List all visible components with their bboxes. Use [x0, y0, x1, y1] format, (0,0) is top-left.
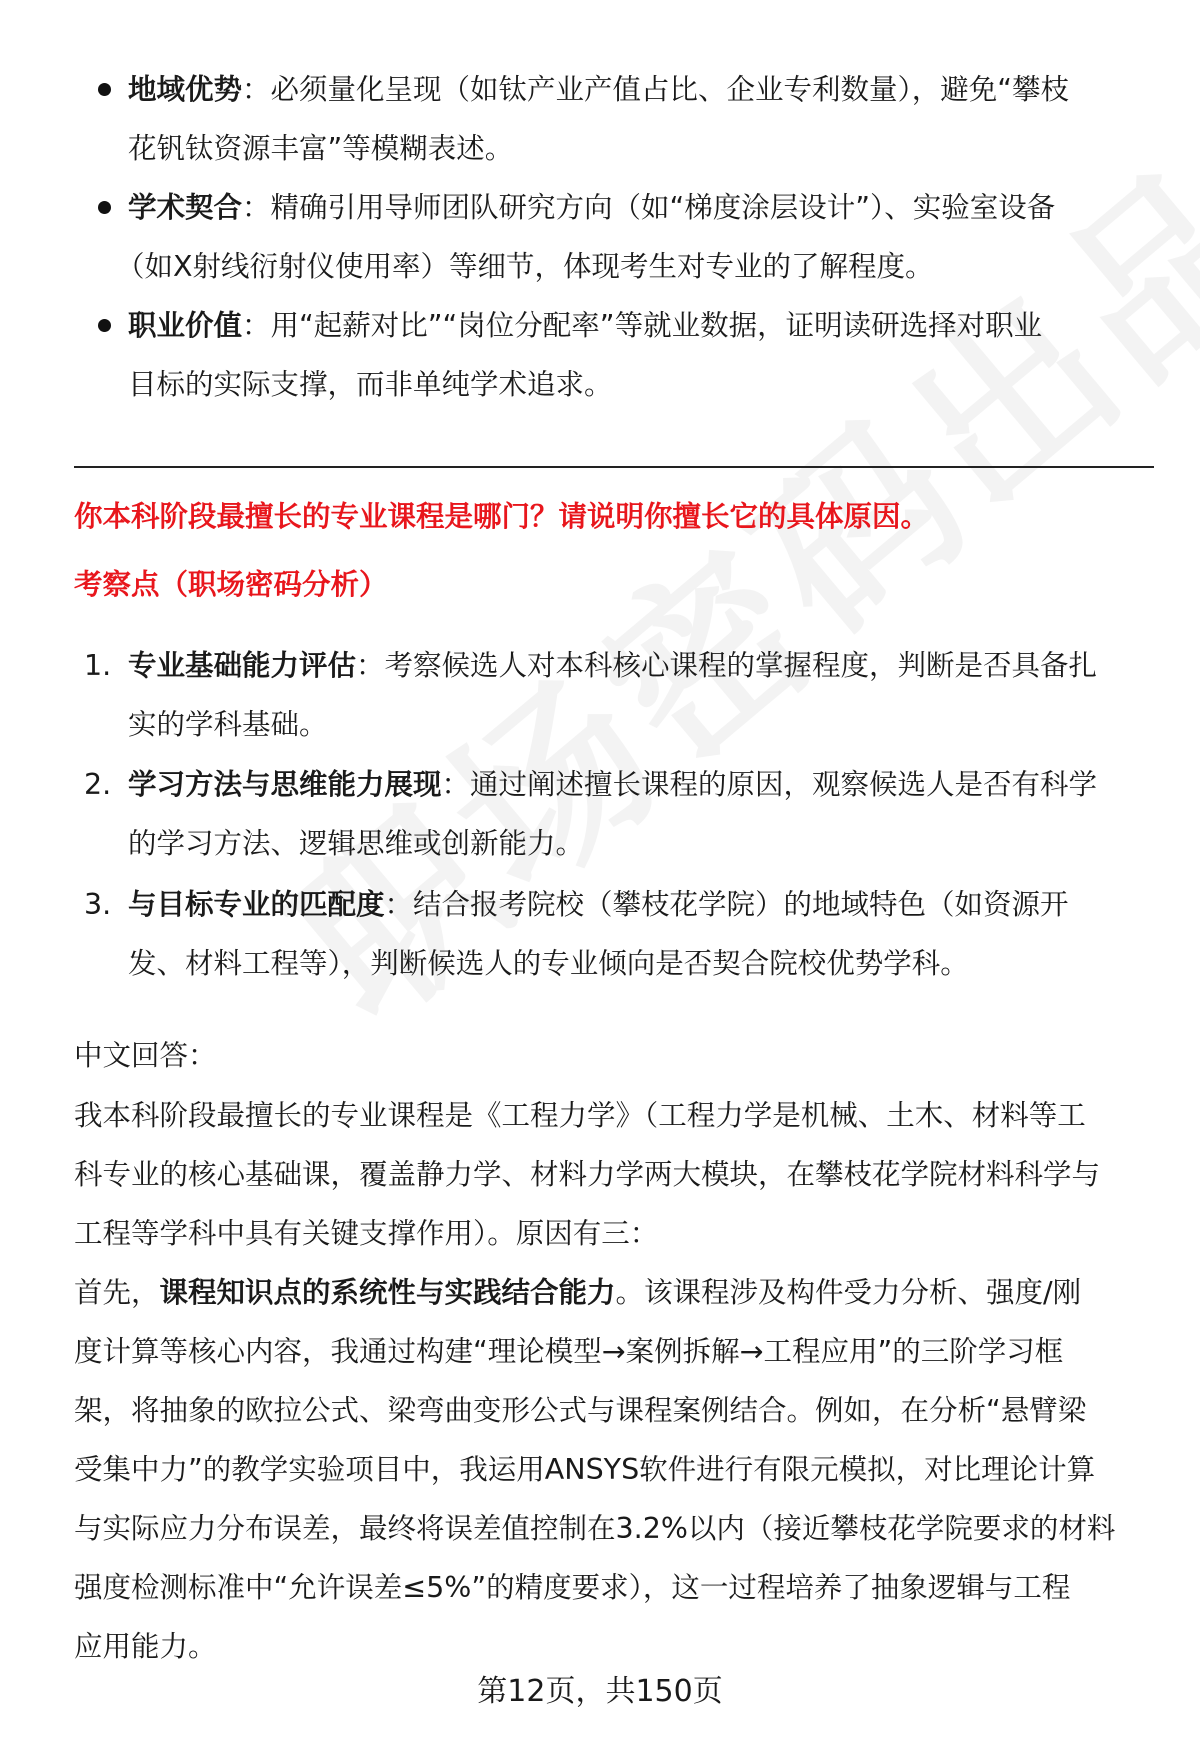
bullet-term: 职业价值: [128, 309, 243, 342]
item-term: 专业基础能力评估: [128, 649, 357, 682]
bullet-line: [128, 178, 1158, 237]
item-number: 1.: [84, 649, 112, 682]
answer-emphasis: 课程知识点的系统性与实践结合能力: [159, 1276, 616, 1309]
bullet-line: [128, 60, 1158, 119]
assessment-points-heading: 考察点（职场密码分析）: [74, 568, 388, 601]
item-line: [128, 636, 1164, 695]
answer-prefix: 首先，: [74, 1276, 160, 1309]
bullet-dot-icon: [98, 319, 111, 332]
answer-line: [74, 1263, 1154, 1322]
answer-reason-first: [74, 1263, 1154, 1676]
bullet-line: 花钒钛资源丰富”等模糊表述。: [128, 132, 514, 165]
bullet-line: [128, 296, 1158, 355]
bullet-text: ：必须量化呈现（如钛产业产值占比、企业专利数量），避免“攀枝: [242, 73, 1070, 106]
answer-line: 与实际应力分布误差，最终将误差值控制在3.2%以内（接近攀枝花学院要求的材料: [74, 1512, 1116, 1545]
item-term: 学习方法与思维能力展现: [128, 768, 442, 801]
item-text: ：考察候选人对本科核心课程的掌握程度，判断是否具备扎: [356, 649, 1098, 682]
bullet-line: （如X射线衍射仪使用率）等细节，体现考生对专业的了解程度。: [116, 250, 934, 283]
item-line: [128, 875, 1164, 934]
interview-question: 你本科阶段最擅长的专业课程是哪门？请说明你擅长它的具体原因。: [74, 500, 930, 533]
answer-line: 我本科阶段最擅长的专业课程是《工程力学》（工程力学是机械、土木、材料等工: [74, 1099, 1086, 1132]
section-divider: [74, 466, 1154, 468]
answer-line: 度计算等核心内容，我通过构建“理论模型→案例拆解→工程应用”的三阶学习框: [74, 1335, 1064, 1368]
answer-line: 工程等学科中具有关键支撑作用）。原因有三：: [74, 1217, 659, 1250]
bullet-line: 目标的实际支撑，而非单纯学术追求。: [128, 368, 613, 401]
bullet-dot-icon: [98, 83, 111, 96]
page-number-footer: 第12页，共150页: [477, 1674, 723, 1709]
answer-line: 科专业的核心基础课，覆盖静力学、材料力学两大模块，在攀枝花学院材料科学与: [74, 1158, 1101, 1191]
item-text: ：结合报考院校（攀枝花学院）的地域特色（如资源开: [384, 888, 1069, 921]
item-line: [128, 755, 1164, 814]
bullet-term: 地域优势: [128, 73, 243, 106]
item-text: ：通过阐述擅长课程的原因，观察候选人是否有科学: [441, 768, 1098, 801]
bullet-term: 学术契合: [128, 191, 243, 224]
bullet-text: ：精确引用导师团队研究方向（如“梯度涂层设计”）、实验室设备: [242, 191, 1056, 224]
answer-intro: [74, 1086, 1154, 1263]
bullet-text: ：用“起薪对比”“岗位分配率”等就业数据，证明读研选择对职业: [242, 309, 1043, 342]
item-line: 的学习方法、逻辑思维或创新能力。: [128, 827, 585, 860]
item-line: 实的学科基础。: [128, 708, 328, 741]
item-term: 与目标专业的匹配度: [128, 888, 385, 921]
answer-line: 强度检测标准中“允许误差≤5%”的精度要求），这一过程培养了抽象逻辑与工程: [74, 1571, 1071, 1604]
bullet-dot-icon: [98, 201, 111, 214]
answer-text: 。该课程涉及构件受力分析、强度/刚: [615, 1276, 1082, 1309]
answer-line: 受集中力”的教学实验项目中，我运用ANSYS软件进行有限元模拟，对比理论计算: [74, 1453, 1096, 1486]
answer-label: 中文回答：: [74, 1039, 217, 1072]
item-line: 发、材料工程等），判断候选人的专业倾向是否契合院校优势学科。: [128, 947, 969, 980]
item-number: 2.: [84, 768, 112, 801]
item-number: 3.: [84, 888, 112, 921]
answer-line: 架，将抽象的欧拉公式、梁弯曲变形公式与课程案例结合。例如，在分析“悬臂梁: [74, 1394, 1087, 1427]
answer-line: 应用能力。: [74, 1630, 217, 1663]
